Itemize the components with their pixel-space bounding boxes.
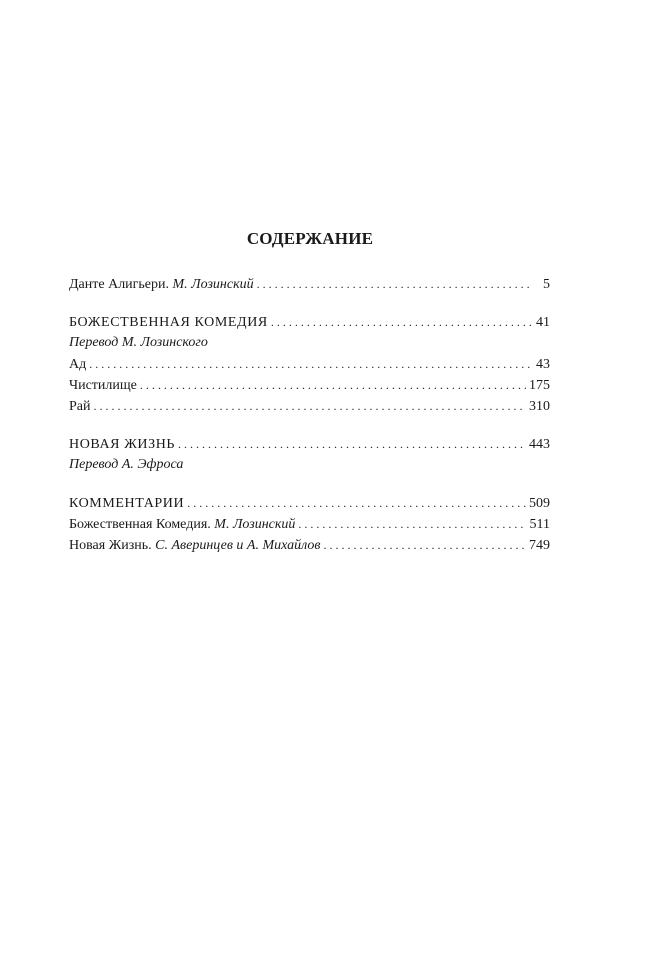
toc-entry-purgatorio[interactable]: [69, 376, 550, 394]
toc-entry-author: С. Аверинцев и А. Михайлов: [155, 538, 321, 553]
toc-entry-label: Божественная Комедия.: [69, 517, 211, 532]
table-of-contents: [69, 275, 550, 557]
toc-section-label: БОЖЕСТВЕННАЯ КОМЕДИЯ: [69, 315, 268, 330]
page-title: СОДЕРЖАНИЕ: [246, 229, 374, 248]
toc-translator-note: Перевод А. Эфроса: [69, 457, 184, 472]
toc-page-number: 511: [529, 517, 550, 532]
toc-entry-commentary-comedy[interactable]: [69, 515, 550, 533]
toc-entry-paradiso[interactable]: [69, 397, 550, 415]
toc-leader-dots: [140, 376, 526, 394]
toc-leader-dots: [298, 515, 526, 533]
toc-entry-commentary[interactable]: [69, 494, 550, 512]
toc-leader-dots: [89, 355, 533, 373]
toc-leader-dots: [94, 397, 527, 415]
toc-section-label: НОВАЯ ЖИЗНЬ: [69, 437, 176, 452]
toc-entry-label: Рай: [69, 399, 91, 414]
toc-page-number: 509: [529, 496, 550, 511]
toc-page-number: 175: [529, 378, 550, 393]
toc-leader-dots: [257, 275, 533, 293]
toc-entry-dante[interactable]: [69, 275, 550, 293]
toc-entry-vita-nuova[interactable]: [69, 435, 550, 453]
toc-entry-commentary-vita-nuova[interactable]: [69, 536, 550, 554]
section-spacer: [69, 477, 550, 494]
section-spacer: [69, 418, 550, 435]
toc-section-label: КОММЕНТАРИИ: [69, 496, 185, 511]
toc-leader-dots: [324, 536, 526, 554]
toc-leader-dots: [187, 494, 526, 512]
toc-entry-inferno[interactable]: [69, 355, 550, 373]
toc-entry-author: М. Лозинский: [214, 517, 296, 532]
toc-translator-note: Перевод М. Лозинского: [69, 335, 208, 350]
toc-page-number: 749: [529, 538, 550, 553]
toc-entry-label: Новая Жизнь.: [69, 538, 152, 553]
toc-leader-dots: [178, 435, 526, 453]
toc-entry-author: М. Лозинский: [172, 277, 254, 292]
toc-page-number: 5: [543, 277, 550, 292]
toc-page-number: 43: [536, 357, 550, 372]
toc-page-number: 41: [536, 315, 550, 330]
section-spacer: [69, 296, 550, 313]
toc-entry-label: Ад: [69, 357, 87, 372]
toc-page-number: 310: [529, 399, 550, 414]
toc-entry-label: Данте Алигьери.: [69, 277, 170, 292]
toc-entry-divine-comedy[interactable]: [69, 313, 550, 331]
toc-leader-dots: [271, 313, 533, 331]
toc-page-number: 443: [529, 437, 550, 452]
toc-entry-label: Чистилище: [69, 378, 137, 393]
